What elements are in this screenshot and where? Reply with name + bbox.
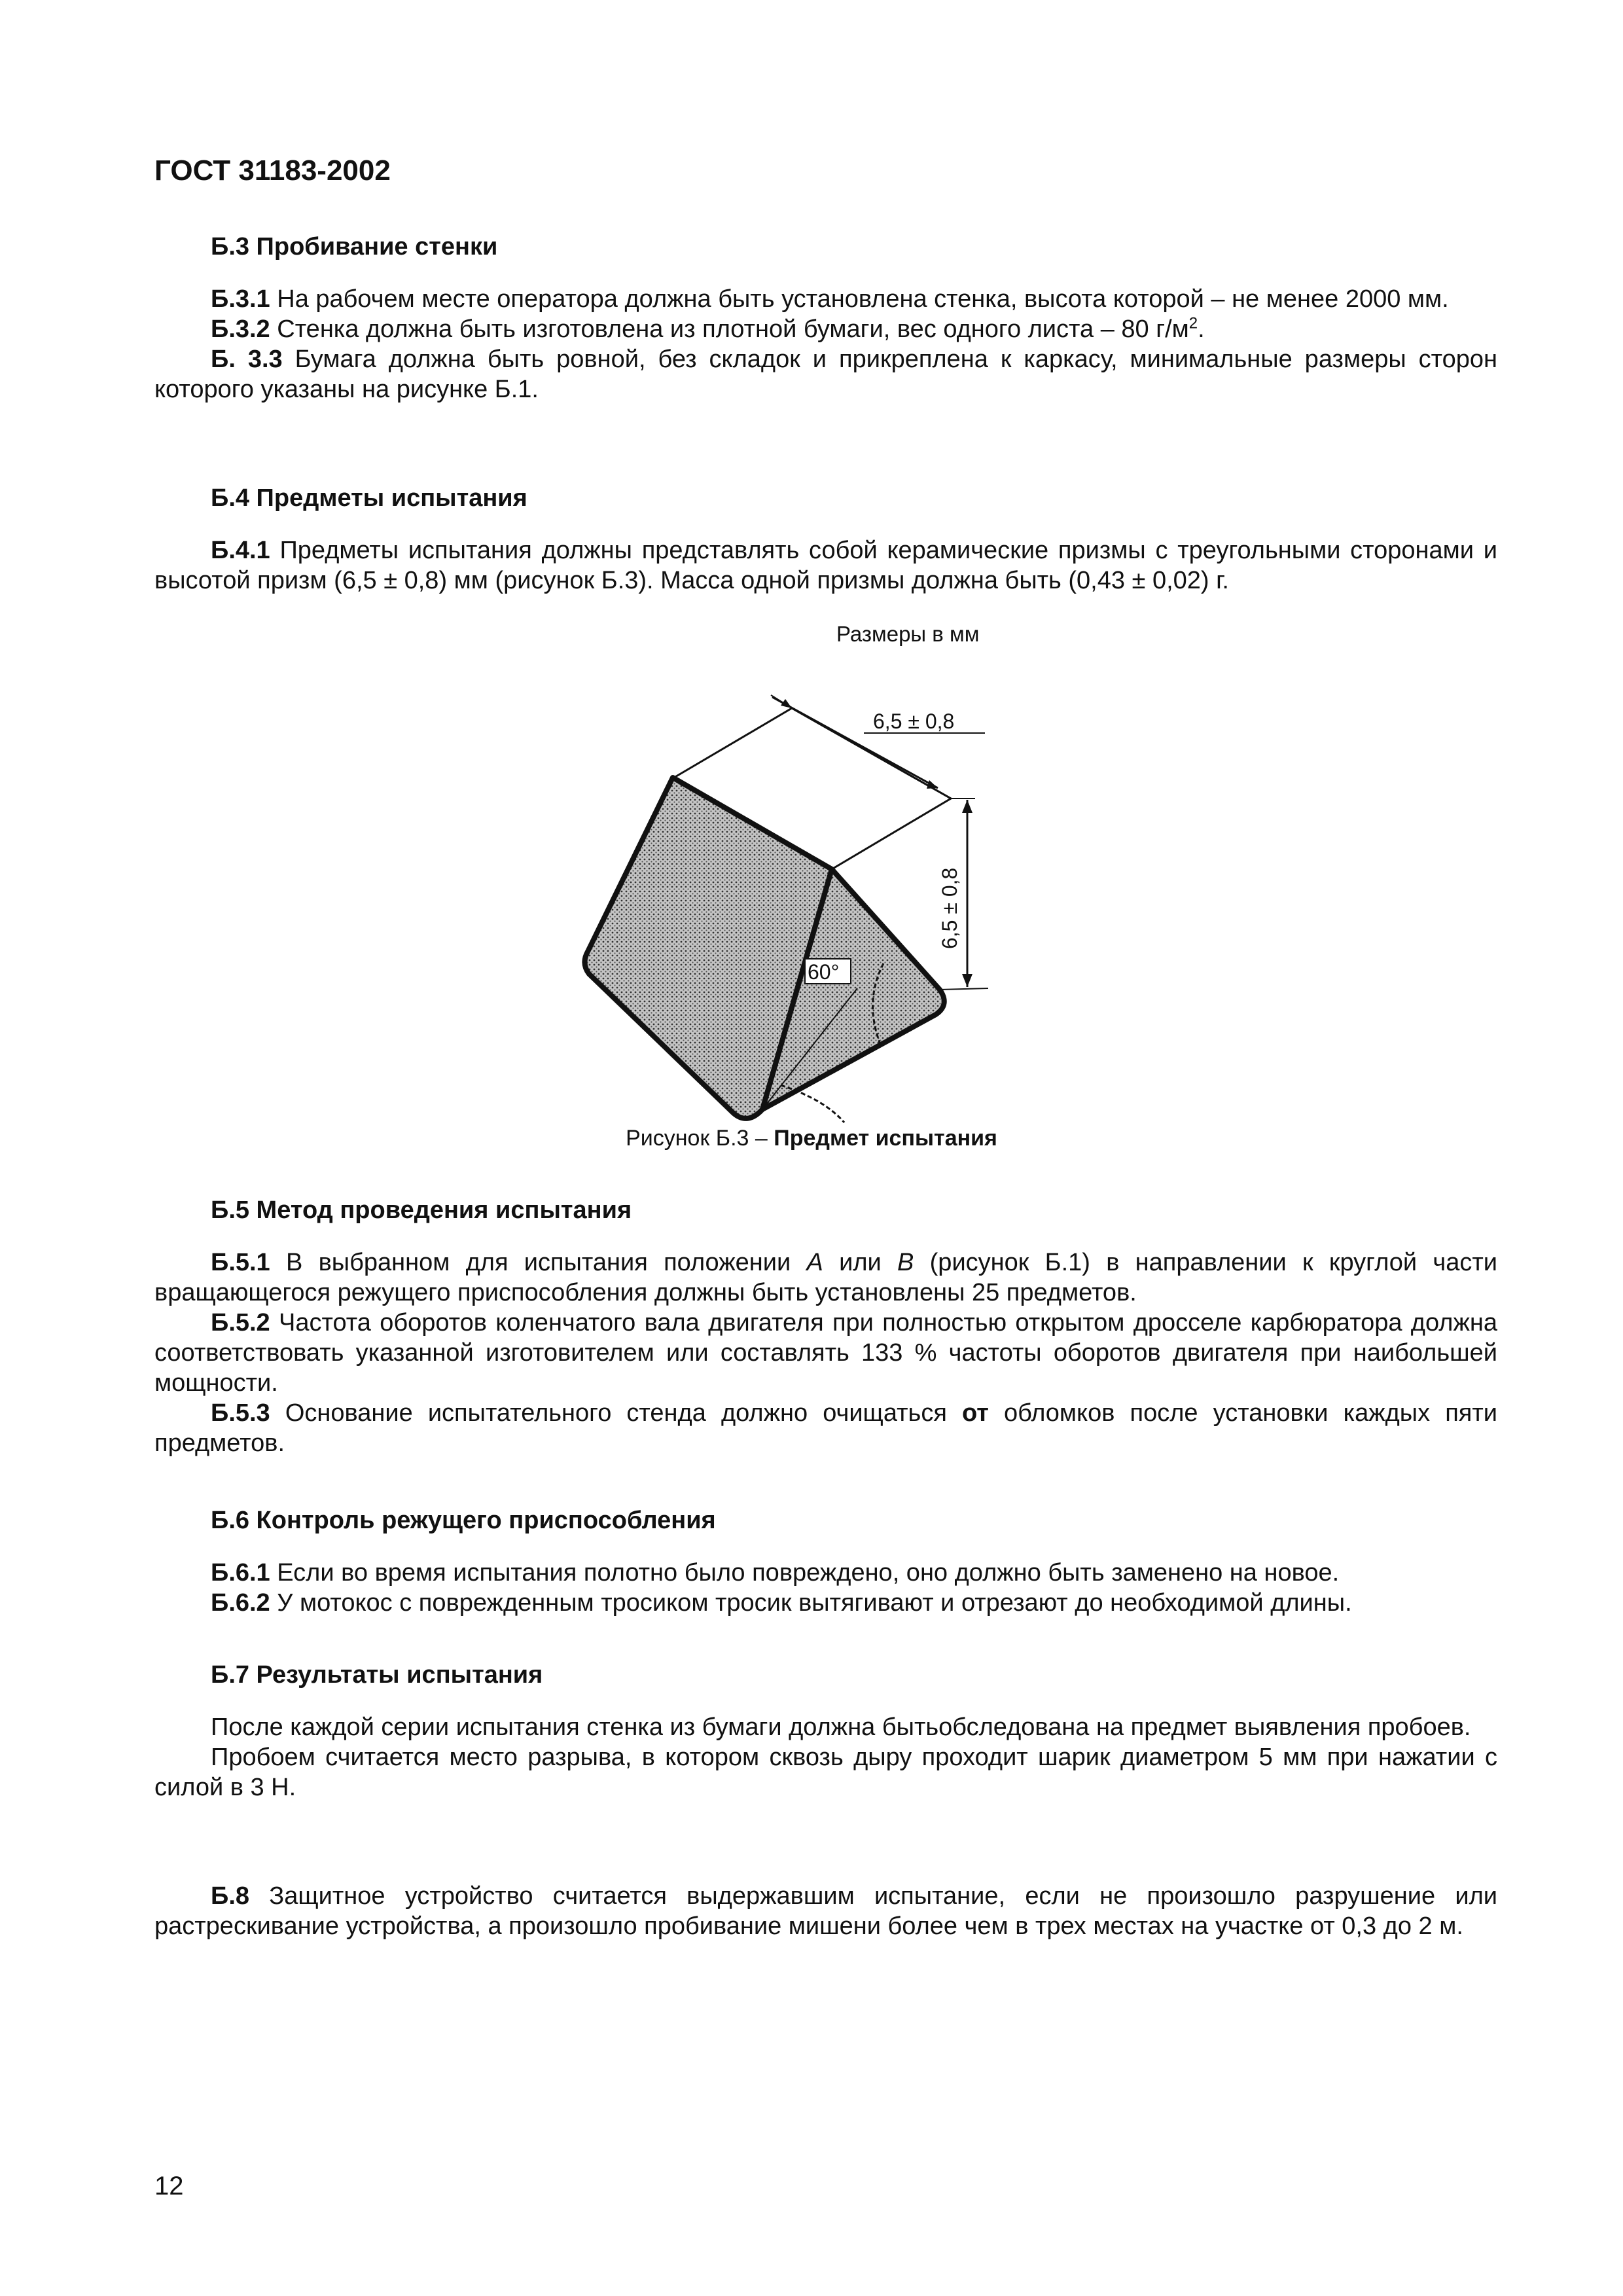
paragraph-number: Б.4.1 — [211, 537, 270, 564]
prism-figure — [556, 661, 1080, 1132]
section-title: Б.6 Контроль режущего приспособления — [211, 1507, 716, 1534]
section-title: Б.4 Предметы испытания — [211, 484, 527, 512]
paragraph-number: Б.5.2 — [211, 1309, 270, 1336]
section-title: Б.5 Метод проведения испытания — [211, 1196, 632, 1224]
height-dimension-label: 6,5 ± 0,8 — [938, 867, 961, 949]
paragraph: Б.5.3 Основание испытательного стенда должно очищаться от обломков после установки каждых пяти предметов. — [154, 1399, 1498, 1457]
paragraph: Б.8 Защитное устройство считается выдержавшим испытание, если не произошло разрушение или растрескивание устройства, а произошло пробивание мишени более чем в трех местах на участке от 0,3 до 2 м. — [154, 1882, 1497, 1940]
section-b8 — [154, 1881, 1497, 1941]
paragraph-number: Б.8 — [211, 1882, 250, 1910]
paragraph: Б.4.1 Предметы испытания должны представлять собой керамические призмы с треугольными сторонами и высотой призм (6,5 ± 0,8) мм (рисунок Б.3). Масса одной призмы должна быть (0,43 ± 0,02) г. — [154, 537, 1497, 594]
paragraph: Б.6.2 У мотокос с поврежденным тросиком тросик вытягивают и отрезают до необходимой длины. — [211, 1589, 1352, 1617]
section-b5 — [154, 1195, 1497, 1458]
arrowhead — [962, 800, 972, 813]
paragraph-number: Б.3.1 — [211, 285, 270, 313]
figure-units-note: Размеры в мм — [836, 622, 980, 646]
section-b6 — [154, 1505, 1497, 1618]
paragraph: Б.3.1 На рабочем месте оператора должна быть установлена стенка, высота которой – не менее 2000 мм. — [211, 285, 1449, 313]
paragraph: Пробоем считается место разрыва, в котором сквозь дыру проходит шарик диаметром 5 мм при нажатии с силой в 3 Н. — [154, 1744, 1497, 1801]
page-number: 12 — [154, 2172, 184, 2200]
angle-label: 60° — [808, 960, 840, 984]
section-b7 — [154, 1660, 1497, 1803]
paragraph: Б.3.2 Стенка должна быть изготовлена из плотной бумаги, вес одного листа – 80 $г/м^2$. — [211, 314, 1205, 343]
paragraph: Б. 3.3 Бумага должна быть ровной, без складок и прикреплена к каркасу, минимальные размеры сторон которого указаны на рисунке Б.1. — [154, 346, 1497, 403]
paragraph: Б.5.1 В выбранном для испытания положении А или В (рисунок Б.1) в направлении к круглой части вращающегося режущего приспособления должны быть установлены 25 предметов. — [154, 1249, 1497, 1306]
section-b3 — [154, 232, 1497, 404]
paragraph-number: Б. 3.3 — [211, 346, 283, 373]
arrowhead — [781, 699, 792, 708]
paragraph-number: Б.5.3 — [211, 1399, 270, 1427]
width-dimension-label: 6,5 ± 0,8 — [873, 709, 955, 733]
figure-caption: Рисунок Б.3 – Предмет испытания — [626, 1126, 997, 1151]
paragraph: Б.6.1 Если во время испытания полотно было повреждено, оно должно быть заменено на новое. — [211, 1559, 1340, 1587]
section-title: Б.3 Пробивание стенки — [211, 233, 498, 260]
paragraph: После каждой серии испытания стенка из бумаги должна бытьобследована на предмет выявления пробоев. — [211, 1713, 1471, 1741]
arrowhead — [927, 780, 938, 789]
paragraph-number: Б.3.2 — [211, 315, 270, 343]
section-title: Б.7 Результаты испытания — [211, 1661, 543, 1689]
paragraph: Б.5.2 Частота оборотов коленчатого вала двигателя при полностью открытом дросселе карбюратора должна соответствовать указанной изготовителем или составлять 133 % частоты оборотов двигателя при наибольшей мощности. — [154, 1309, 1497, 1397]
paragraph-number: Б.6.1 — [211, 1559, 270, 1587]
section-b4 — [154, 483, 1497, 596]
paragraph-number: Б.6.2 — [211, 1589, 270, 1617]
paragraph-number: Б.5.1 — [211, 1249, 270, 1276]
arrowhead — [962, 974, 972, 987]
document-header: ГОСТ 31183-2002 — [154, 154, 391, 187]
